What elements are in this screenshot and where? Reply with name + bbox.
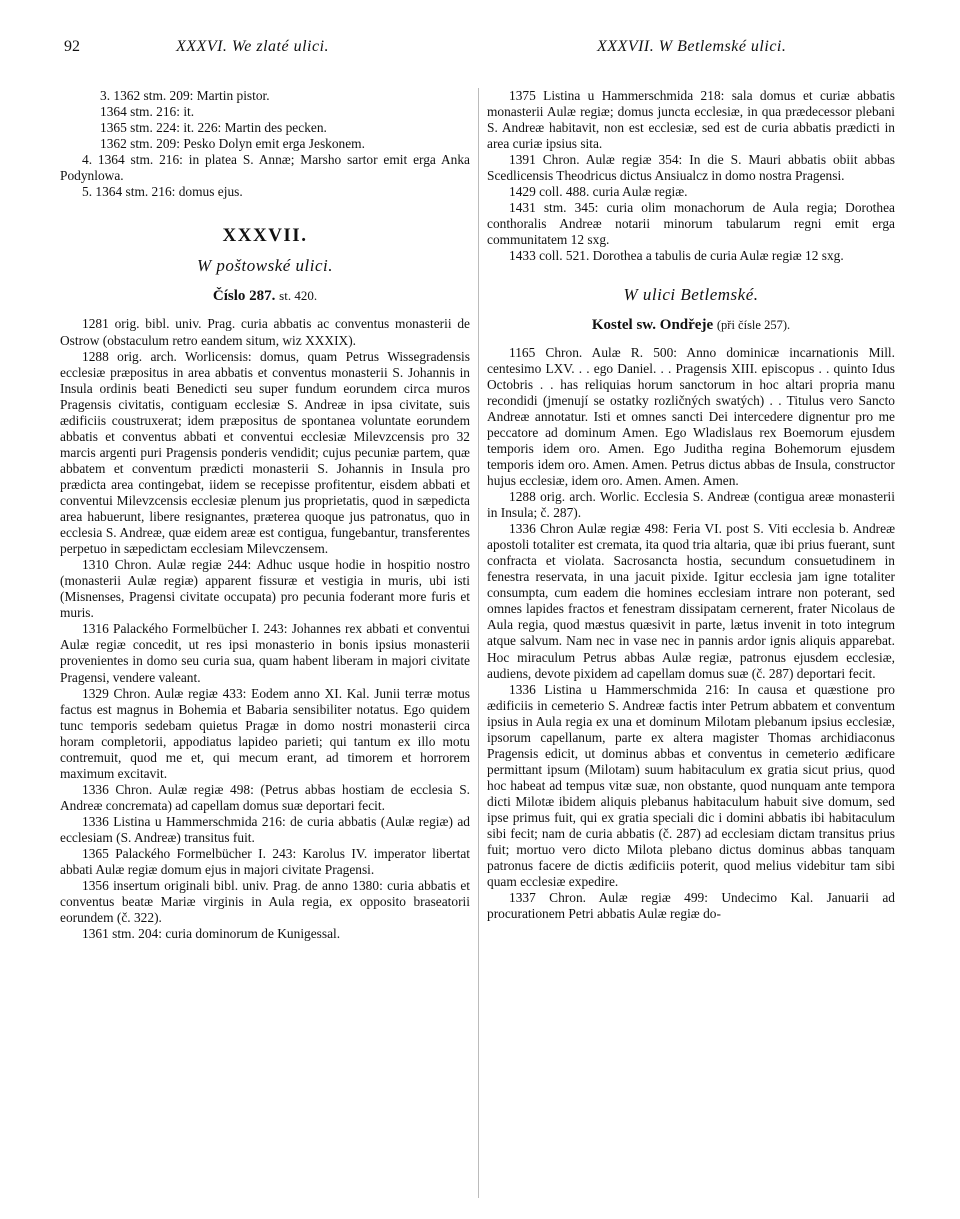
column-divider xyxy=(478,88,479,1198)
paragraph: 1365 Palackého Formelbücher I. 243: Karolus IV. imperator libertat abbati Aulæ regiæ domum ejus in majori civitate Pragensi. xyxy=(60,846,470,878)
street-subtitle: W ulici Betlemské. xyxy=(623,284,759,304)
paragraph: 1356 insertum originali bibl. univ. Prag. de anno 1380: curia abbatis et conventus beatæ Mariæ virginis in Aula regia, ex opposito braseatorii eorundem (č. 322). xyxy=(60,878,470,926)
paragraph: 1337 Chron. Aulæ regiæ 499: Undecimo Kal. Januarii ad procurationem Petri abbatis Aulæ regiæ do- xyxy=(487,890,895,922)
church-note: (při čísle 257). xyxy=(716,317,791,332)
church-name: Kostel sw. Ondřeje xyxy=(591,316,714,333)
paragraph: 1288 orig. arch. Worlicensis: domus, quam Petrus Wissegradensis ecclesiæ præpositus in area abbatis et conventus monasterii S. Johannis in Insula ordinis beati Benedicti seu super fundum eorundem circa muros Pragensis civitatis, contiguam ecclesiæ S. Andreæ in ipsa civitate, suis ædificiis coustruxerat; idem præpositus de spontanea voluntate eorundem abbatis et conventus abbati et conventui ecclesiæ Milevzcensis pro 32 marcis argenti puri Pragensis ponderis vendidit; cujus pecuniæ partem, quæ abbatem et conventum prædicti monasterii S. Johannis in Insula pro prædicta area contingebat, iidem se recepisse profitentur, eisdem abbati et conventui Milevzcensis ecclesiæ plenum jus proprietatis, quod in sæpedicta area habuerunt, libere resignantes, præterea quoque jus patronatus, quo in ecclesia S. Andreæ, quæ eidem areæ est contigua, fungebantur, transferentes perpetuo in sæpedictam ecclesiam Milevczensem. xyxy=(60,348,470,557)
paragraph: 1375 Listina u Hammerschmida 218: sala domus et curiæ abbatis monasterii Aulæ regiæ; domus juncta ecclesiæ, in qua prædecessor plebani S. Andreæ habitavit, non est ecclesiæ, sed est de curia abbatis prædicti in area curiæ ipsius sita. xyxy=(487,88,895,152)
entry-item: 1362 stm. 209: Pesko Dolyn emit erga Jeskonem. xyxy=(100,136,365,152)
entry-item: 4. 1364 stm. 216: in platea S. Annæ; Marsho sartor emit erga Anka Podynlowa. xyxy=(60,152,470,184)
entry-item: 1364 stm. 216: it. xyxy=(100,104,195,120)
street-subtitle: W poštowské ulici. xyxy=(196,256,333,276)
paragraph: 1361 stm. 204: curia dominorum de Kunigessal. xyxy=(82,926,341,942)
running-title-left: XXXVI. We zlaté ulici. xyxy=(176,38,330,55)
house-number-label: Číslo 287. xyxy=(212,288,276,305)
paragraph: 1431 stm. 345: curia olim monachorum de Aula regia; Dorothea conthoralis Andreæ notarii minorum tabularum regni emit erga communitatem 12 sxg. xyxy=(487,200,895,248)
paragraph: 1329 Chron. Aulæ regiæ 433: Eodem anno XI. Kal. Junii terræ motus factus est magnus in Bohemia et Babaria sensibiliter notatus. Ego quidem tunc temporis sedebam quietus Pragæ in domo nostri monasterii circa horam completorii, appodiatus lapideo parieti; qui tantum ex illo motu contremuit, quod me et, qui mecum erant, ad timorem et horrorem maximum excitavit. xyxy=(60,685,470,781)
running-header xyxy=(64,38,894,62)
entry-item: 5. 1364 stm. 216: domus ejus. xyxy=(82,184,243,200)
paragraph: 1281 orig. bibl. univ. Prag. curia abbatis ac conventus monasterii de Ostrow (obstaculum retro eandem situm, wiz XXXIX). xyxy=(60,316,470,348)
paragraph: 1433 coll. 521. Dorothea a tabulis de curia Aulæ regiæ 12 sxg. xyxy=(509,248,844,264)
paragraph: 1336 Listina u Hammerschmida 216: In causa et quæstione pro ædificiis in cemeterio S. Andreæ factis inter Petrum abbatem et conventum ipsius in Aula regia ex una et dominum Milotam plebanum ipsius ecclesiæ, ipsorum capellanum, parte ex altera magister Thomas archidiaconus Pragensis edicit, ut dominus abbas et conventus in cemeterio ædificare permittant ipsum (Milotam) suum habitaculum ex gratia sicut prius, quod hoc habeat ad tempus vitæ suæ, non obstante, quod nunquam ante tempora dicti Milotæ ibidem aliquis plebanus habitaculum habuit sive domum, sed ipse primus fuit, qui ex gratia speciali dic i domini abbatis ibi habitaculum sibi fecit; nam de curia abbatis (č. 287) ad ecclesiam dictam transitus prius fuit; mortuo vero dicto Milota plebano dictus dominus abbas tanquam patronus facere de dictis ædificiis poterit, quod melius videbitur tam sibi quam ecclesiæ expedire. xyxy=(487,681,895,890)
paragraph: 1336 Listina u Hammerschmida 216: de curia abbatis (Aulæ regiæ) ad ecclesiam (S. Andreæ) transitus fuit. xyxy=(60,813,470,845)
paragraph: 1336 Chron Aulæ regiæ 498: Feria VI. post S. Viti ecclesia b. Andreæ apostoli totaliter est cremata, ita quod tria altaria, quæ ibi prius fuerant, sunt confracta et violata. Sacrosancta hostia, secundum consuetudinem in fenestra reservata, in una jacuit pixide. Igitur ecclesia jam igne totaliter consumpta, cum eadem die homines ecclesiam intrare non poterant, sed omnes lapides fractos et fenestram dissipatam cernerent, frater Nicolaus de Aula regia, quod mæstus quæsivit in parte, lætus invenit in toto integrum atque salvum. Nam nec in vase nec in pannis ardor ignis aliquis apparebat. Hoc miraculum Petrus abbas Aulæ regiæ, patronus ejusdem ecclesiæ, audiens, devote pixidem ad capellam domus suæ (č. 287) deportari fecit. xyxy=(487,521,895,681)
church-heading xyxy=(487,317,895,333)
page-number: 92 xyxy=(64,38,80,55)
paragraph: 1165 Chron. Aulæ R. 500: Anno dominicæ incarnationis Mill. centesimo LXV. . . ego Daniel. . . Pragensis XIII. episcopus . . quinto Idus Octobris . . has reliquias horum sanctorum in hoc altari propria manu recondidi (jmenují se ostatky rozličných swatých) . . Titulus vero Sancto Andreæ annotatur. Isti et omnes sancti Dei intercedere dignentur pro me peccatore ad dominum Amen. Ego Wladislaus rex Boemorum ejusdem temporis idem oro. Amen. Ego Juditha regina Bohemorum ejusdem temporis idem oro. Amen. Amen. Petrus dictus abbas de Insula, constructor hujus ecclesiæ, idem oro. Amen. Amen. Amen. xyxy=(487,344,895,488)
paragraph: 1288 orig. arch. Worlic. Ecclesia S. Andreæ (contigua areæ monasterii in Insula; č. 287). xyxy=(487,489,895,521)
left-column xyxy=(60,88,470,942)
house-number-st: st. 420. xyxy=(279,288,318,304)
entry-item: 1365 stm. 224: it. 226: Martin des pecken. xyxy=(100,120,327,136)
paragraph: 1316 Palackého Formelbücher I. 243: Johannes rex abbati et conventui Aulæ regiæ concedit, ut res ipsi monasterio in bonis ipsius monasterii provenientes in domo seu curia sua, quam habent liberam in majori civitate Pragensi, vendere valeant. xyxy=(60,621,470,685)
section-heading: XXXVII. xyxy=(222,225,308,247)
paragraph: 1391 Chron. Aulæ regiæ 354: In die S. Mauri abbatis obiit abbas Scedlicensis Theodricus dictus Ansiualcz in domo nostra Pragensi. xyxy=(487,152,895,184)
running-title-right: XXXVII. W Betlemské ulici. xyxy=(597,38,787,55)
house-number xyxy=(60,288,470,304)
paragraph: 1429 coll. 488. curia Aulæ regiæ. xyxy=(509,184,688,200)
paragraph: 1310 Chron. Aulæ regiæ 244: Adhuc usque hodie in hospitio nostro (monasterii Aulæ regiæ) apparent fissuræ et vestigia in muris, ubi isti (Misnenses, Pragensi civitate occupata) pro pecunia foderant more furis et muris. xyxy=(60,557,470,621)
entry-item: 3. 1362 stm. 209: Martin pistor. xyxy=(100,88,270,103)
right-column xyxy=(487,88,895,922)
paragraph: 1336 Chron. Aulæ regiæ 498: (Petrus abbas hostiam de ecclesia S. Andreæ concrematа) ad capellam domus suæ deportari fecit. xyxy=(60,781,470,813)
